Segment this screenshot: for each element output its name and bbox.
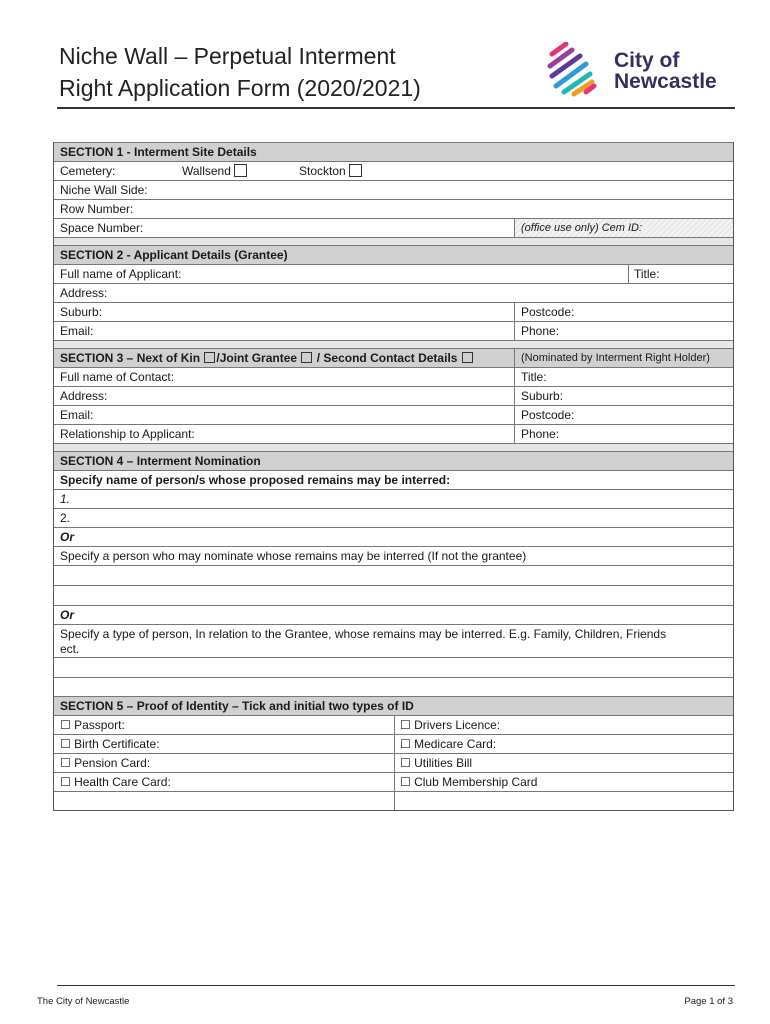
section-2-heading: SECTION 2 - Applicant Details (Grantee) [60, 248, 288, 262]
logo-mark-icon [546, 42, 608, 98]
contact-address-row[interactable] [54, 386, 733, 405]
space-number-label: Space Number: [60, 221, 144, 235]
title-line-1: Niche Wall – Perpetual Interment [59, 43, 396, 69]
contact-relationship-label: Relationship to Applicant: [60, 427, 195, 441]
section-3-heading-kin: SECTION 3 – Next of Kin [60, 351, 201, 365]
specify-person-label: Specify a person who may nominate whose remains may be interred (If not the grantee) [60, 549, 527, 563]
niche-wall-side-label: Niche Wall Side: [60, 183, 148, 197]
contact-relationship-row[interactable] [54, 424, 733, 443]
cemetery-row [54, 161, 733, 180]
office-use-cell [514, 219, 733, 237]
office-use-label: (office use only) Cem ID: [521, 222, 643, 234]
wallsend-option [182, 162, 247, 181]
section-gap [54, 443, 733, 451]
club-membership-card-option[interactable]: ☐ Club Membership Card [400, 775, 538, 789]
joint-grantee-checkbox[interactable] [301, 352, 312, 363]
stockton-option [299, 162, 362, 181]
stockton-checkbox[interactable] [349, 164, 362, 177]
specify-name-row [54, 470, 733, 489]
specify-type-line-1: Specify a type of person, In relation to the Grantee, whose remains may be interred. E.g. Family, Children, Friends [60, 627, 667, 641]
or-row-2 [54, 605, 733, 624]
nominee-1-label: 1. [60, 492, 71, 506]
or-row-1 [54, 527, 733, 546]
application-form [53, 142, 734, 811]
row-number-label: Row Number: [60, 202, 134, 216]
id-row-3 [54, 753, 733, 772]
specify-type-answer-2[interactable] [54, 677, 733, 696]
applicant-email-label: Email: [60, 324, 94, 338]
next-of-kin-checkbox[interactable] [204, 352, 215, 363]
niche-wall-side-row[interactable] [54, 180, 733, 199]
nominee-1-row[interactable] [54, 489, 733, 508]
specify-person-row [54, 546, 733, 565]
contact-name-row[interactable] [54, 367, 733, 386]
footer-page-number: Page 1 of 3 [684, 996, 733, 1007]
specify-type-row [54, 624, 733, 657]
contact-suburb-label: Suburb: [521, 389, 564, 403]
footer-divider [57, 985, 735, 986]
nominee-2-label: 2. [60, 511, 71, 525]
specify-person-answer-2[interactable] [54, 585, 733, 605]
specify-name-label: Specify name of person/s whose proposed remains may be interred: [60, 473, 451, 487]
health-care-card-option[interactable]: ☐ Health Care Card: [60, 775, 171, 789]
section-1-heading: SECTION 1 - Interment Site Details [60, 145, 257, 159]
nominee-2-row[interactable] [54, 508, 733, 527]
contact-phone-label: Phone: [521, 427, 560, 441]
title-line-2: Right Application Form (2020/2021) [59, 75, 421, 101]
pension-card-option[interactable]: ☐ Pension Card: [60, 756, 151, 770]
nominated-note: (Nominated by Interment Right Holder) [521, 352, 710, 364]
header-divider [57, 107, 735, 109]
specify-type-line-2: ect. [60, 642, 80, 656]
applicant-suburb-label: Suburb: [60, 305, 103, 319]
utilities-bill-option[interactable]: ☐ Utilities Bill [400, 756, 473, 770]
city-of-newcastle-logo [546, 42, 736, 98]
contact-postcode-label: Postcode: [521, 408, 575, 422]
contact-email-label: Email: [60, 408, 94, 422]
applicant-address-label: Address: [60, 286, 108, 300]
applicant-phone-label: Phone: [521, 324, 560, 338]
section-3-heading-contact: / Second Contact Details [316, 351, 458, 365]
logo-wordmark [614, 50, 717, 92]
section-5-heading: SECTION 5 – Proof of Identity – Tick and initial two types of ID [60, 699, 414, 713]
or-label-2: Or [60, 608, 75, 622]
section-1-header [54, 142, 733, 161]
or-label-1: Or [60, 530, 75, 544]
contact-address-label: Address: [60, 389, 108, 403]
row-number-row[interactable] [54, 199, 733, 218]
applicant-email-row[interactable] [54, 321, 733, 340]
passport-option[interactable]: ☐ Passport: [60, 718, 125, 732]
id-row-1 [54, 715, 733, 734]
drivers-licence-option[interactable]: ☐ Drivers Licence: [400, 718, 501, 732]
applicant-suburb-row[interactable] [54, 302, 733, 321]
section-3-header [54, 348, 733, 367]
section-3-heading-joint: /Joint Grantee [216, 351, 298, 365]
applicant-name-label: Full name of Applicant: [60, 267, 182, 281]
id-row-2 [54, 734, 733, 753]
birth-certificate-option[interactable]: ☐ Birth Certificate: [60, 737, 160, 751]
specify-person-answer-1[interactable] [54, 565, 733, 585]
wallsend-label: Wallsend [182, 164, 231, 178]
section-5-header [54, 696, 733, 715]
stockton-label: Stockton [299, 164, 346, 178]
wallsend-checkbox[interactable] [234, 164, 247, 177]
section-4-header [54, 451, 733, 470]
logo-line-1: City of [614, 49, 680, 72]
cemetery-label: Cemetery: [60, 164, 116, 178]
second-contact-checkbox[interactable] [462, 352, 473, 363]
applicant-name-row[interactable] [54, 264, 733, 283]
footer-organisation: The City of Newcastle [37, 996, 130, 1007]
section-3-heading [60, 349, 474, 368]
contact-title-label: Title: [521, 370, 547, 384]
form-title [59, 40, 421, 104]
specify-type-label [60, 627, 666, 657]
specify-type-answer-1[interactable] [54, 657, 733, 677]
id-row-4 [54, 772, 733, 791]
logo-line-2: Newcastle [614, 70, 717, 93]
medicare-card-option[interactable]: ☐ Medicare Card: [400, 737, 497, 751]
section-2-header [54, 245, 733, 264]
section-gap [54, 340, 733, 348]
space-number-row[interactable] [54, 218, 733, 237]
contact-email-row[interactable] [54, 405, 733, 424]
applicant-address-row[interactable] [54, 283, 733, 302]
section-4-heading: SECTION 4 – Interment Nomination [60, 454, 261, 468]
applicant-postcode-label: Postcode: [521, 305, 575, 319]
id-row-blank[interactable] [54, 791, 733, 810]
applicant-title-label: Title: [634, 267, 660, 281]
contact-name-label: Full name of Contact: [60, 370, 175, 384]
section-gap [54, 237, 733, 245]
